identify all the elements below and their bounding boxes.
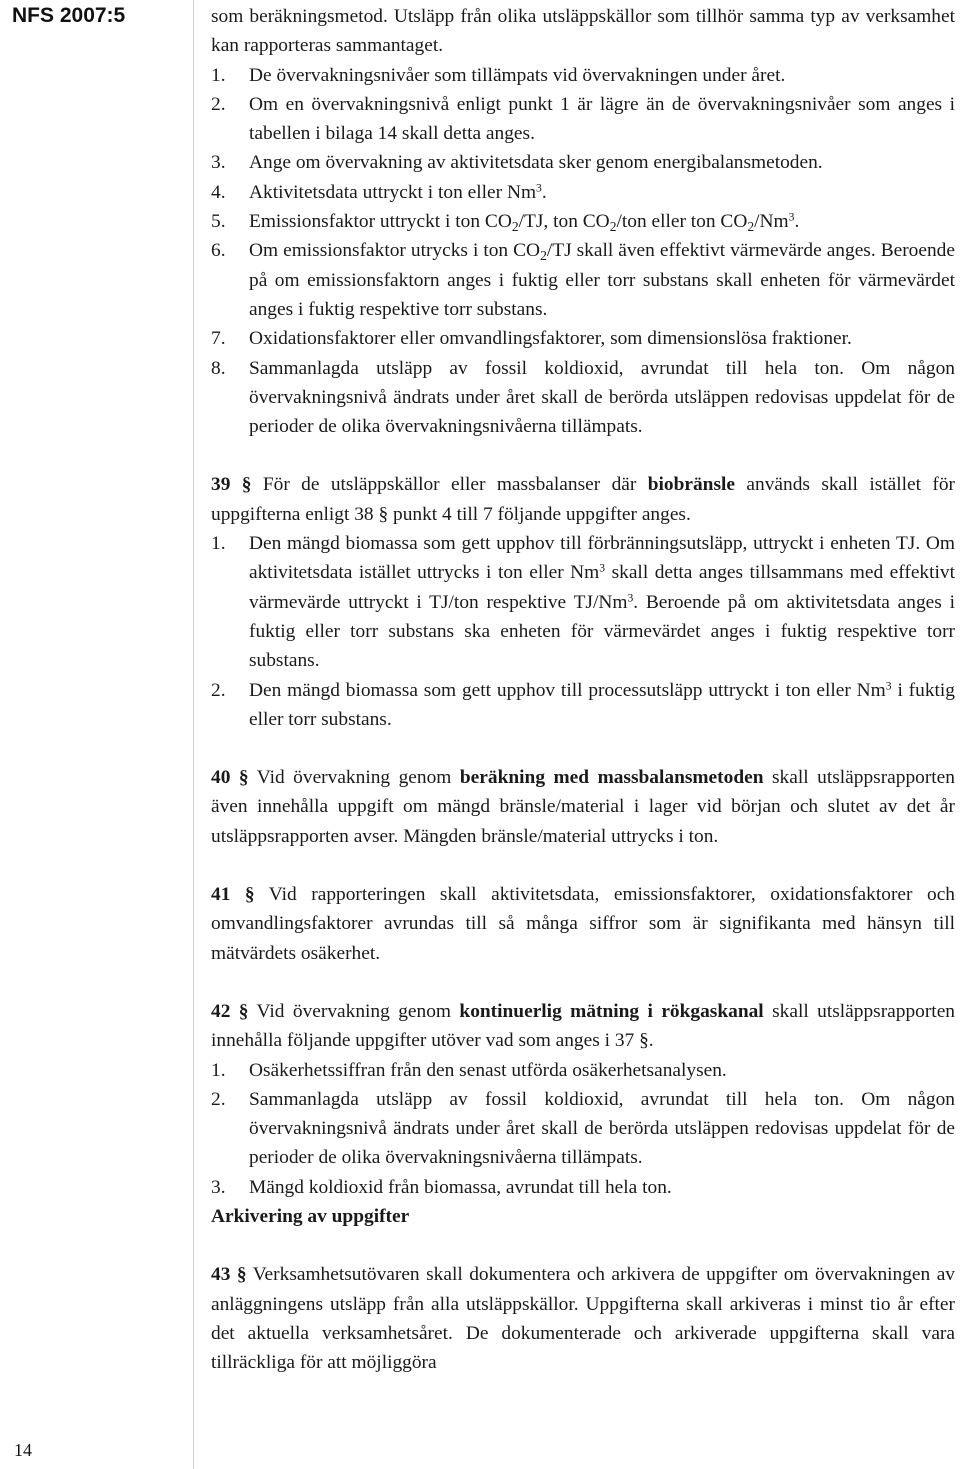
item-number: 7. [211,328,226,350]
item-number: 1. [211,533,226,555]
item-text: Om en övervakningsnivå enligt punkt 1 är lägre än de övervakningsnivåer som anges i tabellen i bilaga 14 skall detta anges. [249,93,955,145]
list-item [211,178,955,207]
item-text: Om emissionsfaktor utrycks i ton $CO_2/TJ$ skall även effektivt värmevärde anges. Beroende på om emissionsfaktorn anges i fuktig eller torr substans skall enheten för värmevärdet anges i fuktig respektive torr substans. [249,240,955,320]
item-text: Mängd koldioxid från biomassa, avrundat till hela ton. [249,1176,672,1198]
list-item [211,207,955,236]
left-margin-column [0,0,194,1469]
section-42 [211,997,955,1202]
section-number: 40 § [211,767,249,789]
list-item [211,236,955,324]
item-number: 1. [211,64,226,86]
list-item [211,529,955,675]
section-number: 39 § [211,474,252,496]
section-paragraph: 39 § För de utsläppskällor eller massbalanser där biobränsle används skall istället för uppgifterna enligt 38 § punkt 4 till 7 följande uppgifter anges. [211,474,955,525]
document-body [211,2,955,1377]
section-number: 43 § [211,1264,247,1286]
page-number: 14 [14,1440,32,1460]
list-item [211,90,955,149]
item-number: 1. [211,1059,226,1081]
list-item [211,1056,955,1085]
item-number: 4. [211,181,226,203]
item-text: Sammanlagda utsläpp av fossil koldioxid, avrundat till hela ton. Om någon övervakningsnivå ändrats under året skall de berörda utsläppen redovisas uppdelat för de perioder de olika övervakningsnivåerna tillämpats. [249,1088,955,1169]
item-text: Ange om övervakning av aktivitetsdata sker genom energibalansmetoden. [249,152,823,174]
list-item [211,354,955,442]
item-number: 2. [211,93,226,115]
section-heading: Arkivering av uppgifter [211,1205,410,1227]
item-number: 3. [211,152,226,174]
section-41 [211,880,955,968]
item-text: Aktivitetsdata uttryckt i ton eller Nm$^3$. [249,181,547,203]
section-paragraph: 43 § Verksamhetsutövaren skall dokumentera och arkivera de uppgifter om övervakningen av anläggningens utsläpp från alla utsläppskällor. Uppgifterna skall arkiveras i minst tio år efter det aktuella verksamhetsåret. De dokumenterade och arkiverade uppgifterna skall vara tillräckliga för att möjliggöra [211,1264,956,1374]
item-text: Osäkerhetssiffran från den senast utförda osäkerhetsanalysen. [249,1059,727,1081]
item-number: 3. [211,1176,226,1198]
list-item [211,324,955,353]
item-number: 2. [211,1088,226,1110]
item-number: 6. [211,240,226,262]
list-item [211,148,955,177]
item-number: 8. [211,357,226,379]
item-text: De övervakningsnivåer som tillämpats vid övervakningen under året. [249,64,786,86]
list-item [211,676,955,735]
item-text: Sammanlagda utsläpp av fossil koldioxid, avrundat till hela ton. Om någon övervakningsnivå ändrats under året skall de berörda utsläppen redovisas uppdelat för de perioder de olika övervakningsnivåerna tillämpats. [249,357,955,438]
item-text: Emissionsfaktor uttryckt i ton $CO_2/TJ$, ton $CO_2$/ton eller ton $CO_2/Nm^3$. [249,210,800,235]
section-paragraph: 41 § Vid rapporteringen skall aktivitetsdata, emissionsfaktorer, oxidationsfaktorer och omvandlingsfaktorer avrundas till så många siffror som är signifikanta med hänsyn till mätvärdets osäkerhet. [211,884,955,964]
section-43 [211,1260,955,1377]
section-40 [211,763,955,851]
list-item [211,61,955,90]
intro-paragraph: som beräkningsmetod. Utsläpp från olika utsläppskällor som tillhör samma typ av verksamhet kan rapporteras sammantaget. [211,6,955,57]
item-text: Den mängd biomassa som gett upphov till förbränningsutsläpp, uttryckt i enheten TJ. Om aktivitetsdata istället uttrycks i ton eller Nm$^3$ skall detta anges tillsammans med effektivt värmevärde uttryckt i TJ/ton respektive TJ/Nm$^3$. Beroende på om aktivitetsdata anges i fuktig eller torr substans ska enheten för värmevärdet anges i fuktig respektive torr substans. [249,533,955,672]
list-item [211,1173,955,1202]
section-paragraph: 42 § Vid övervakning genom kontinuerlig mätning i rökgaskanal skall utsläppsrapporten innehålla följande uppgifter utöver vad som anges i 37 §. [211,1000,955,1052]
list-38 [211,61,955,442]
section-39 [211,470,955,734]
list-item [211,1085,955,1173]
document-code: NFS 2007:5 [12,4,126,27]
section-paragraph: 40 § Vid övervakning genom beräkning med massbalansmetoden skall utsläppsrapporten även innehålla uppgift om mängd bränsle/material i lager vid början och slutet av det år utsläppsrapporten avser. Mängden bränsle/material uttrycks i ton. [211,767,955,847]
section-number: 42 § [211,1000,249,1022]
item-number: 2. [211,679,226,701]
section-number: 41 § [211,884,255,906]
item-text: Den mängd biomassa som gett upphov till processutsläpp uttryckt i ton eller Nm$^3$ i fuktig eller torr substans. [249,679,956,730]
item-number: 5. [211,211,226,233]
item-text: Oxidationsfaktorer eller omvandlingsfaktorer, som dimensionslösa fraktioner. [249,328,852,350]
